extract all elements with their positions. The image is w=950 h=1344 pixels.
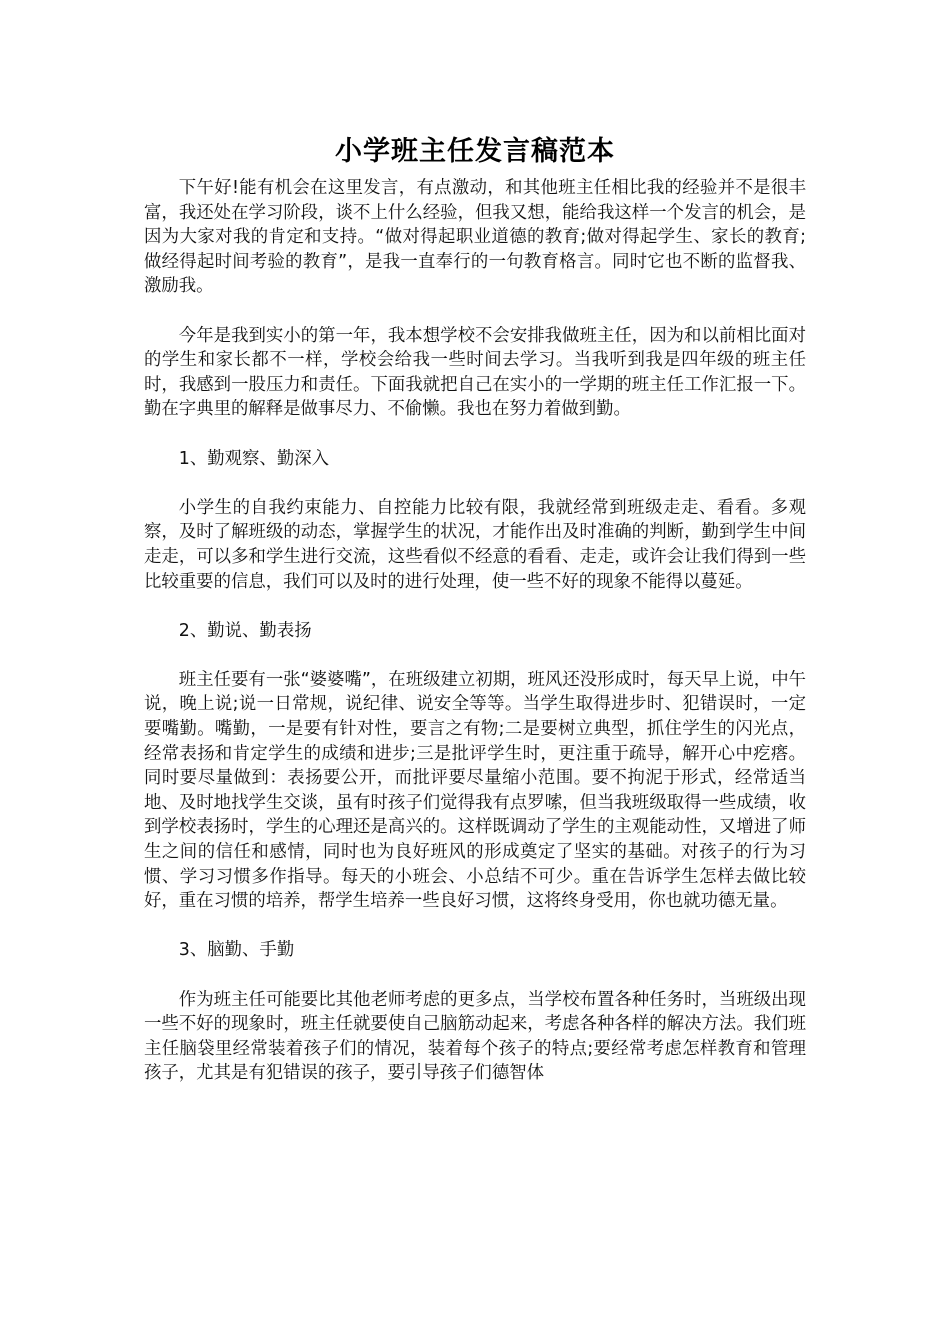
document-title: 小学班主任发言稿范本 [335, 136, 615, 167]
paragraph-spacer [144, 963, 806, 988]
paragraph-spacer [144, 299, 806, 324]
paragraph-observe: 小学生的自我约束能力、自控能力比较有限，我就经常到班级走走、看看。多观察，及时了解班级的动态，掌握学生的状况，才能作出及时准确的判断，勤到学生中间走走，可以多和学生进行交流，这些看似不经意的看看、走走，或许会让我们得到一些比较重要的信息，我们可以及时的进行处理，使一些不好的现象不能得以蔓延。 [144, 497, 806, 592]
paragraph-think: 作为班主任可能要比其他老师考虑的更多点，当学校布置各种任务时，当班级出现一些不好的现象时，班主任就要使自己脑筋动起来，考虑各种各样的解决方法。我们班主任脑袋里经常装着孩子们的情况，装着每个孩子的特点;要经常考虑怎样教育和管理孩子，尤其是有犯错误的孩子，要引导孩子们德智体 [144, 989, 806, 1084]
section-heading-1: 1、勤观察、勤深入 [178, 448, 329, 469]
paragraph-intro: 下午好!能有机会在这里发言，有点激动，和其他班主任相比我的经验并不是很丰富，我还处在学习阶段，谈不上什么经验，但我又想，能给我这样一个发言的机会，是因为大家对我的肯定和支持。“做对得起职业道德的教育;做对得起学生、家长的教育;做经得起时间考验的教育”，是我一直奉行的一句教育格言。同时它也不断的监督我、激励我。 [144, 178, 806, 297]
paragraph-praise: 班主任要有一张“婆婆嘴”，在班级建立初期，班风还没形成时，每天早上说，中午说，晚上说;说一日常规，说纪律、说安全等等。当学生取得进步时、犯错误时，一定要嘴勤。嘴勤，一是要有针对性，要言之有物;二是要树立典型，抓住学生的闪光点，经常表扬和肯定学生的成绩和进步;三是批评学生时，更注重于疏导，解开心中疙瘩。同时要尽量做到：表扬要公开，而批评要尽量缩小范围。要不拘泥于形式，经常适当地、及时地找学生交谈，虽有时孩子们觉得我有点罗嗦，但当我班级取得一些成绩，收到学校表扬时，学生的心理还是高兴的。这样既调动了学生的主观能动性，又增进了师生之间的信任和感情，同时也为良好班风的形成奠定了坚实的基础。对孩子的行为习惯、学习习惯多作指导。每天的小班会、小总结不可少。重在告诉学生怎样去做比较好，重在习惯的培养，帮学生培养一些良好习惯，这将终身受用，你也就功德无量。 [144, 669, 806, 912]
paragraph-spacer [144, 422, 806, 447]
section-heading-3: 3、脑勤、手勤 [178, 940, 295, 961]
paragraph-first-year: 今年是我到实小的第一年，我本想学校不会安排我做班主任，因为和以前相比面对的学生和家长都不一样，学校会给我一些时间去学习。当我听到我是四年级的班主任时，我感到一股压力和责任。下面我就把自己在实小的一学期的班主任工作汇报一下。勤在字典里的解释是做事尽力、不偷懒。我也在努力着做到勤。 [144, 325, 806, 420]
paragraph-spacer [144, 471, 806, 496]
paragraph-spacer [144, 914, 806, 939]
section-heading-2: 2、勤说、勤表扬 [178, 620, 312, 641]
paragraph-spacer [144, 594, 806, 619]
document-page [144, 128, 806, 1086]
paragraph-spacer [144, 643, 806, 668]
